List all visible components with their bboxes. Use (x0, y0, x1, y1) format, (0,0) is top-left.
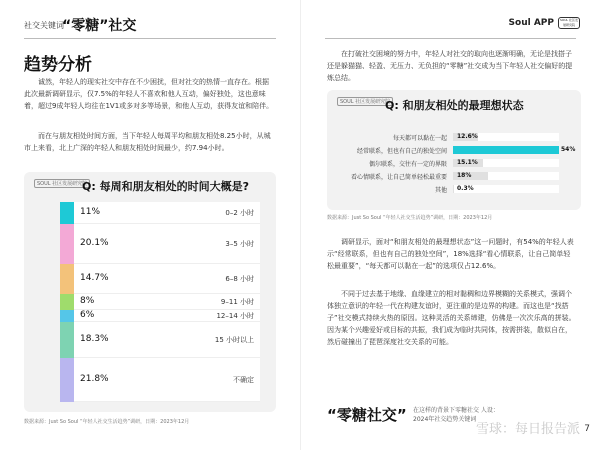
chart-card-time (24, 172, 276, 412)
chart-title-time: Q: 每周和朋友相处的时间大概是? (82, 180, 249, 193)
chart-band (60, 224, 260, 264)
paragraph-trend: 在打破社交困境的努力中，年轻人对社交的取向也逐渐明确，无论是找搭子还是躲猫猫、轻盈、无压力、无负担的“零糖”社交成为当下年轻人社交偏好的提炼总结。 (327, 50, 573, 82)
hbar-value-label: 54% (561, 146, 576, 153)
header-keyword: “零糖”社交 (62, 18, 137, 34)
card2-logo: SOUL 社区发展研究院 (337, 97, 393, 106)
brand-badge: SOUL 社区发展研究院 (559, 18, 579, 27)
hbar-value-label: 18% (457, 172, 472, 179)
chart-category-label: 15 小时以上 (214, 336, 254, 345)
header-label: 社交关键词 (24, 21, 64, 30)
card-logo: SOUL 社区发展研究院 (34, 179, 90, 188)
hbar-category-label: 经常联系，但也有自己的独处空间 (356, 148, 447, 155)
chart-value-label: 6% (80, 309, 95, 320)
page-number: 7 (584, 424, 590, 434)
paragraph-analysis: 不同于过去基于地缘、血缘建立的相对黏稠和边界模糊的关系模式，强调个体独立意识的年轻一代在构建友谊时，更注重的是边界的构建。而这也是“找搭子”社交模式持续火热的原因。这种灵活的关系缔建，仿佛是一次次乐高的拼装。因为某个兴趣爱好或目标的共振，我们成为临时共同体，按需拼装，散似自在，然后碰撞出了琵琶深度社交关系的可能。 (327, 290, 576, 346)
footer-title: “零糖社交” (327, 406, 407, 424)
chart-category-label: 0–2 小时 (225, 209, 254, 217)
chart-category-label: 3–5 小时 (225, 240, 254, 249)
chart-category-label: 不确定 (233, 376, 254, 385)
hbar-value-label: 15.1% (457, 159, 478, 166)
chart-bar (60, 294, 74, 310)
footer-subtitle: 在这样的背景下零糖社交 人设：2024年社交趋势关键词 (413, 407, 499, 423)
chart-bar (60, 358, 74, 402)
chart-title-ideal: Q: 和朋友相处的最理想状态 (385, 99, 524, 112)
right-page (300, 0, 600, 450)
hbar-category-label: 每天都可以黏在一起 (392, 135, 447, 142)
brand (509, 17, 580, 29)
hbar-row (327, 145, 581, 155)
chart-value-label: 11% (80, 207, 101, 217)
hbar-row (327, 132, 581, 142)
chart-band (60, 322, 260, 359)
bar-chart-time (60, 202, 260, 402)
chart-bar (60, 224, 74, 264)
hbar-category-label: 其他 (434, 187, 447, 194)
chart-band (60, 294, 260, 310)
source-note-right: 数据来源：Just So Soul “年轻人社交生活趋势”调研，日期：2023年12月 (327, 215, 493, 221)
chart-category-label: 6–8 小时 (225, 274, 254, 283)
header-divider (24, 38, 276, 39)
watermark: 雪球：每日报告派 (475, 422, 580, 437)
paragraph-time: 而在与朋友相处时间方面，当下年轻人每周平均和朋友相处8.25小时，从城市上来看，北上广深的年轻人和朋友相处时间最少，约7.94小时。 (24, 132, 271, 152)
chart-value-label: 8% (80, 295, 95, 306)
chart-band (60, 264, 260, 293)
hbar-category-label: 看心情联系，让自己简单轻松最重要 (350, 174, 447, 181)
hbar-fill (453, 185, 454, 193)
paragraph-intro: 诚然，年轻人的现实社交中存在不少困扰，但对社交的热情一直存在。根据此次最新调研显示，仅7.5%的年轻人不喜欢和他人互动，偏好独处，这也意味着，超过9成年轻人均往在1V1或多对多等场景，和他人互动，获得友谊和陪伴。 (24, 78, 274, 110)
hbar-row (327, 171, 581, 181)
chart-bar (60, 322, 74, 359)
chart-band (60, 202, 260, 224)
brand-name: Soul APP (508, 18, 554, 28)
chart-value-label: 18.3% (80, 334, 109, 345)
hbar-track (453, 146, 559, 154)
hbar-value-label: 12.6% (457, 133, 478, 140)
chart-value-label: 20.1% (80, 238, 109, 249)
chart-category-label: 12–14 小时 (216, 311, 254, 320)
hbar-chart-ideal (327, 132, 581, 202)
chart-value-label: 14.7% (80, 272, 109, 283)
chart-bar (60, 202, 74, 224)
hbar-fill (453, 146, 559, 154)
hbar-row (327, 158, 581, 168)
hbar-value-label: 0.3% (457, 185, 474, 192)
hbar-row (327, 184, 581, 194)
paragraph-survey: 调研显示，面对“和朋友相处的最理想状态”这一问题时，有54%的年轻人表示“经常联系，但也有自己的独处空间”，18%选择“看心情联系，让自己简单轻松最重要”，“每天都可以黏在一起”的选项仅占12.6%。 (327, 238, 574, 270)
chart-band (60, 358, 260, 402)
header-divider-right (325, 38, 576, 39)
chart-category-label: 9–11 小时 (220, 297, 254, 306)
section-title: 趋势分析 (24, 55, 92, 75)
chart-bar (60, 310, 74, 322)
chart-value-label: 21.8% (80, 374, 109, 385)
hbar-category-label: 偶尔联系，交往有一定的界限 (368, 161, 447, 168)
source-note-left: 数据来源：Just So Soul “年轻人社交生活趋势”调研，日期：2023年12月 (24, 419, 190, 425)
chart-bar (60, 264, 74, 293)
chart-card-ideal (327, 90, 581, 210)
chart-band (60, 310, 260, 322)
